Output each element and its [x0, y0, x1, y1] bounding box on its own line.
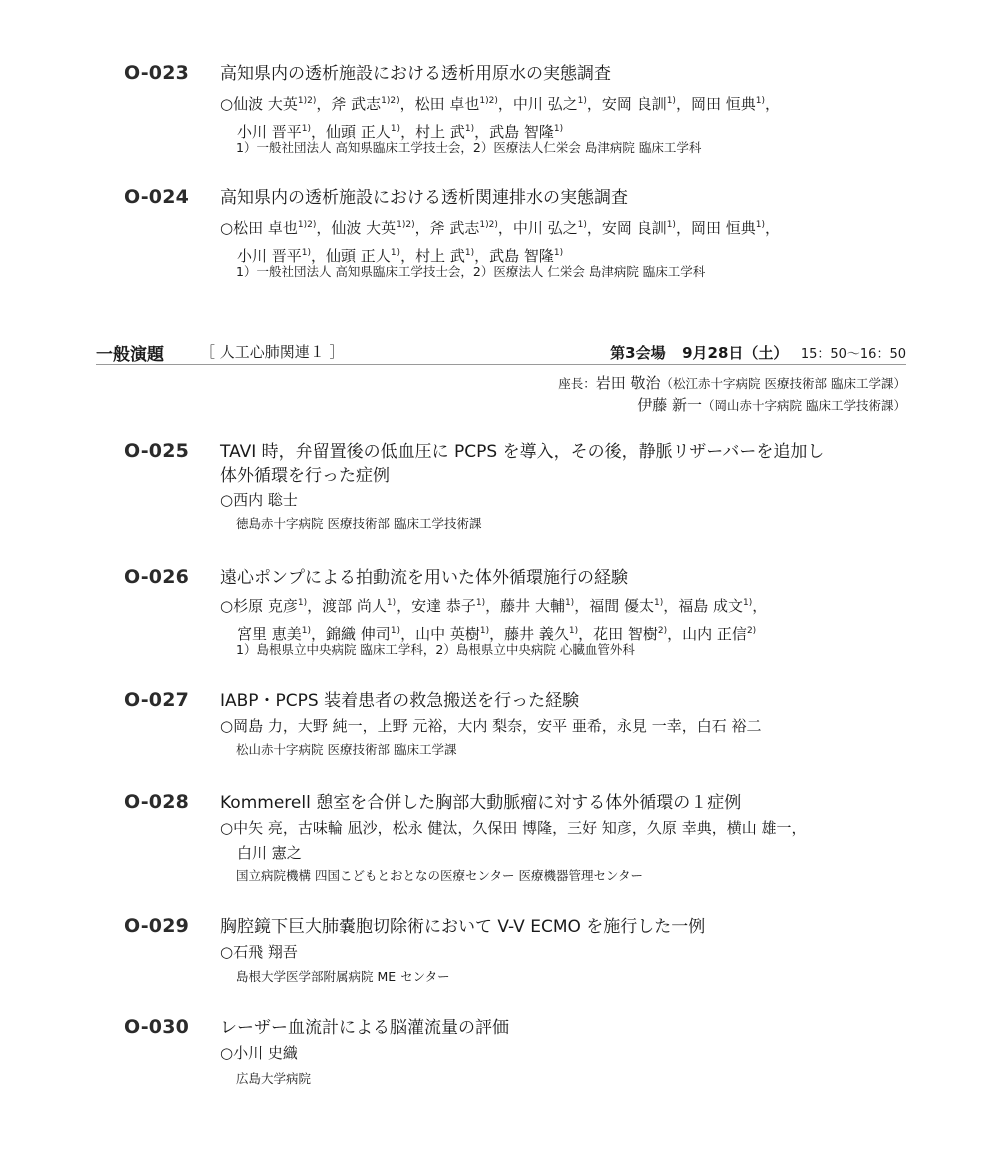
author-list	[220, 89, 900, 145]
abstract-title: 遠心ポンプによる拍動流を用いた体外循環施行の経験	[220, 568, 628, 588]
affiliation: 国立病院機構 四国こどもとおとなの医療センター 医療機器管理センター	[236, 868, 643, 883]
author-list	[220, 1041, 900, 1066]
session-subtitle: ［ 人工心肺関連１ ］	[200, 343, 345, 361]
abstract-title: Kommerell 憩室を合併した胸部大動脈瘤に対する体外循環の１症例	[220, 793, 742, 813]
author-line-2: 白川 憲之	[237, 844, 302, 862]
abstract-number: O-025	[124, 440, 190, 462]
abstract-number: O-023	[124, 62, 190, 84]
session-label: 一般演題	[96, 345, 164, 365]
author-list	[220, 213, 900, 269]
abstract-number: O-028	[124, 791, 190, 813]
affiliation: 1）島根県立中央病院 臨床工学科，2）島根県立中央病院 心臓血管外科	[236, 642, 635, 657]
author-line-1: ○杉原 克彦$^{1)}$，渡部 尚人$^{1)}$，安達 恭子$^{1)}$，藤井 大輔$^{1)}$，福間 優太$^{1)}$，福島 成文$^{1)}$，	[220, 597, 768, 615]
abstract-number: O-024	[124, 186, 190, 208]
title-line-2: 体外循環を行った症例	[220, 466, 390, 486]
session-date: 9月28日（土）	[682, 344, 789, 362]
session-header	[96, 338, 906, 365]
chair-name: 岩田 敬治	[595, 374, 661, 392]
author-list	[220, 714, 900, 739]
author-list	[220, 488, 900, 513]
author-line-1: ○松田 卓也$^{1)2)}$，仙波 大英$^{1)2)}$，斧 武志$^{1)2)}$，中川 弘之$^{1)}$，安岡 良訓$^{1)}$，岡田 恒典$^{1)}$，	[220, 219, 780, 237]
author-line-1: ○石飛 翔吾	[220, 943, 298, 961]
session-venue: 第3会場	[610, 344, 666, 362]
abstract-title: 胸腔鏡下巨大肺嚢胞切除術において V-V ECMO を施行した一例	[220, 917, 706, 937]
author-line-1: ○西内 聡士	[220, 491, 298, 509]
abstract-title: 高知県内の透析施設における透析関連排水の実態調査	[220, 188, 628, 208]
affiliation: 1）一般社団法人 高知県臨床工学技士会，2）医療法人仁栄会 島津病院 臨床工学科	[236, 140, 702, 155]
author-line-1: ○仙波 大英$^{1)2)}$，斧 武志$^{1)2)}$，松田 卓也$^{1)2)}$，中川 弘之$^{1)}$，安岡 良訓$^{1)}$，岡田 恒典$^{1)}$，	[220, 95, 780, 113]
abstract-title: レーザー血流計による脳灌流量の評価	[220, 1018, 509, 1038]
chair-line-2	[637, 394, 906, 415]
author-list	[220, 940, 900, 965]
author-list	[220, 591, 900, 647]
abstract-number: O-026	[124, 566, 190, 588]
abstract-number: O-027	[124, 689, 190, 711]
affiliation: 島根大学医学部附属病院 ME センター	[236, 969, 450, 984]
chair-affiliation: （岡山赤十字病院 臨床工学技術課）	[702, 398, 906, 413]
abstract-title: IABP・PCPS 装着患者の救急搬送を行った経験	[220, 691, 580, 711]
author-line-2: 小川 晋平$^{1)}$，仙頭 正人$^{1)}$，村上 武$^{1)}$，武島 智隆$^{1)}$	[237, 247, 564, 265]
affiliation: 広島大学病院	[236, 1071, 312, 1086]
abstract-number: O-029	[124, 915, 190, 937]
session-schedule	[610, 342, 906, 363]
author-line-1: ○岡島 力，大野 純一，上野 元裕，大内 梨奈，安平 亜希，永見 一幸，白石 裕二	[220, 717, 762, 735]
title-line-1: TAVI 時，弁留置後の低血圧に PCPS を導入，その後，静脈リザーバーを追加し	[220, 442, 825, 462]
author-list	[220, 816, 900, 866]
chair-affiliation: （松江赤十字病院 医療技術部 臨床工学課）	[660, 376, 906, 391]
abstract-number: O-030	[124, 1016, 190, 1038]
affiliation: 徳島赤十字病院 医療技術部 臨床工学技術課	[236, 516, 482, 531]
abstract-title	[220, 440, 900, 488]
abstract-title: 高知県内の透析施設における透析用原水の実態調査	[220, 64, 611, 84]
session-time: 15：50〜16：50	[800, 347, 906, 362]
author-line-1: ○小川 史織	[220, 1044, 298, 1062]
chair-name: 伊藤 新一	[637, 396, 703, 414]
affiliation: 1）一般社団法人 高知県臨床工学技士会，2）医療法人 仁栄会 島津病院 臨床工学科	[236, 264, 706, 279]
affiliation: 松山赤十字病院 医療技術部 臨床工学課	[236, 742, 457, 757]
author-line-2: 宮里 恵美$^{1)}$，錦織 伸司$^{1)}$，山中 英樹$^{1)}$，藤井 義久$^{1)}$，花田 智樹$^{2)}$，山内 正信$^{2)}$	[237, 625, 757, 643]
chair-line-1	[558, 372, 906, 393]
chair-label: 座長：	[558, 376, 596, 391]
author-line-1: ○中矢 亮，古味輪 凪沙，松永 健汰，久保田 博隆，三好 知彦，久原 幸典，横山 雄一，	[220, 819, 807, 837]
author-line-2: 小川 晋平$^{1)}$，仙頭 正人$^{1)}$，村上 武$^{1)}$，武島 智隆$^{1)}$	[237, 123, 564, 141]
